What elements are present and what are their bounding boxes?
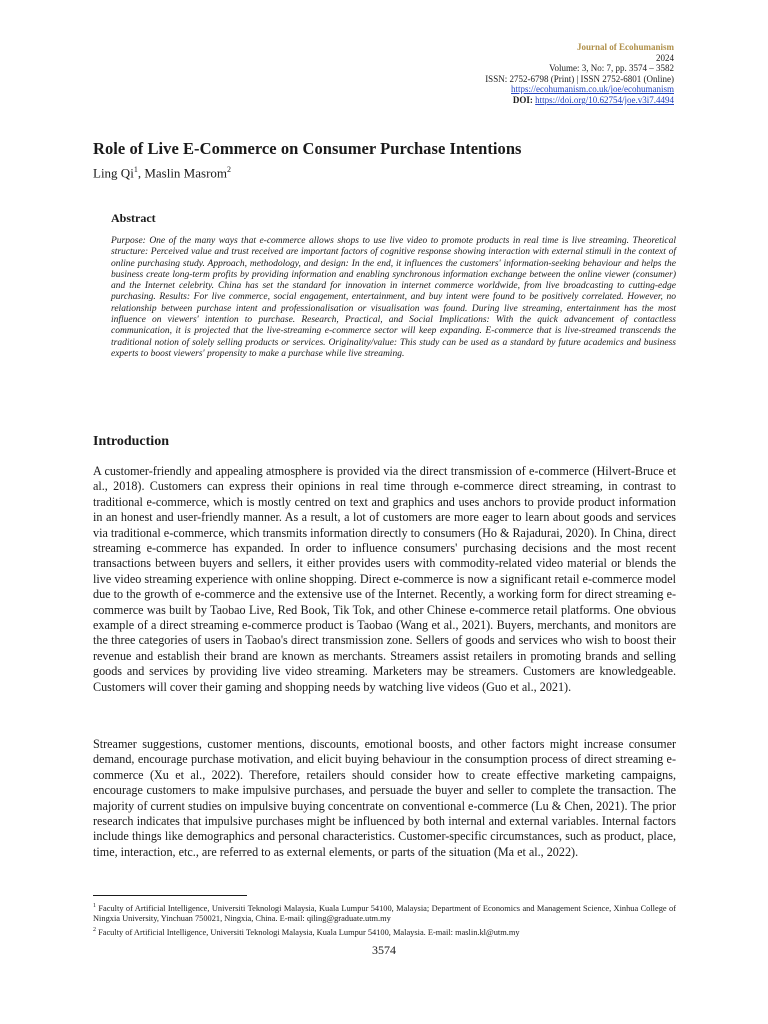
volume-info: Volume: 3, No: 7, pp. 3574 – 3582 xyxy=(549,63,674,74)
author-1: Ling Qi xyxy=(93,165,134,181)
footnotes xyxy=(93,901,676,938)
footnote-divider xyxy=(93,895,247,896)
author-separator: , xyxy=(137,165,145,181)
journal-header xyxy=(254,42,674,106)
doi-label: DOI: xyxy=(512,94,533,105)
footnote-1-mark: 1 xyxy=(93,903,96,909)
footnote-2-mark: 2 xyxy=(93,926,96,933)
footnote-2 xyxy=(93,925,676,938)
issn-info: ISSN: 2752-6798 (Print) | ISSN 2752-6801 (Online) xyxy=(485,73,674,84)
introduction-heading: Introduction xyxy=(93,434,169,449)
journal-year: 2024 xyxy=(656,52,674,63)
author-2-affiliation-mark: 2 xyxy=(227,165,232,174)
abstract-heading: Abstract xyxy=(111,211,156,225)
author-2: Maslin Masrom xyxy=(144,165,228,181)
author-line xyxy=(93,165,231,181)
introduction-paragraph-1: A customer-friendly and appealing atmosphere is provided via the direct transmission of e-commerce (Hilvert-Bruce et al., 2018). Customers can express their opinions in real time through e-commerce direct streaming, in contrast to traditional e-commerce, which is mostly centred on text and graphics and uses anchors to provide product information in an honest and user-friendly manner. As a result, a lot of customers are more eager to learn about goods and services via traditional e-commerce, which transmits information directly to consumers (Ho & Rajadurai, 2020). In China, direct streaming e-commerce has expanded. In order to influence consumers' purchasing decisions and the most recent transactions between buyers and sellers, it either provides users with commodity-related video material or blends the live video streaming experience with online shopping. Direct e-commerce is now a significant retail e-commerce model due to the growth of e-commerce and the extensive use of the Internet. Recently, a working form for direct streaming e-commerce was built by Taobao Live, Red Book, Tik Tok, and other Chinese e-commerce retail platforms. One obvious example of a direct streaming e-commerce product is Taobao (Wang et al., 2021). Buyers, merchants, and monitors are the three categories of users in Taobao's direct transmission zone. Sellers of goods and services who wish to boost their revenue and establish their brand are known as merchants. Streamers assist retailers in promoting brands and selling goods and services by providing live video streaming. Marketers may be streamers. Customers are knowledgeable. Customers will cover their gaming and shopping needs by watching live videos (Guo et al., 2021). xyxy=(93,464,676,694)
footnote-1-text: Faculty of Artificial Intelligence, Universiti Teknologi Malaysia, Kuala Lumpur 54100, Malaysia; Department of Economics and Management Science, Xinhua College of Ningxia University, Yinchuan 750021, Ningxia, China. E-mail: qiling@graduate.utm.my xyxy=(93,903,676,924)
journal-url-link[interactable]: https://ecohumanism.co.uk/joe/ecohumanism xyxy=(511,84,674,95)
page-number: 3574 xyxy=(372,943,396,957)
doi-link[interactable]: https://doi.org/10.62754/joe.v3i7.4494 xyxy=(535,94,674,105)
article-title: Role of Live E-Commerce on Consumer Purchase Intentions xyxy=(93,139,522,158)
footnote-2-text: Faculty of Artificial Intelligence, Universiti Teknologi Malaysia, Kuala Lumpur 54100, Malaysia. E-mail: maslin.kl@utm.my xyxy=(96,927,520,937)
abstract-text: Purpose: One of the many ways that e-commerce allows shops to use live video to promote products in real time is live streaming. Theoretical structure: Perceived value and trust received are important factors of cognitive response showing interaction with external stimuli in the context of online purchasing study. Approach, methodology, and design: In the end, it influences the customers' information-seeking behaviour and helps the business create long-term profits by providing information and enabling synchronous information exchange between the online viewer (consumer) and the Internet celebrity. China has set the standard for innovation in internet commerce worldwide, from live broadcasting to cutting-edge purchasing. Results: For live commerce, social engagement, entertainment, and buy intent were found to be positively correlated. However, no relationship between purchase intent and professionalisation or visualisation was found. During live streaming, entertainment has the most influence on viewers' intention to purchase. Research, Practical, and Social Implications: With the quick advancement of contactless communication, it is projected that the live-streaming e-commerce sector will keep expanding. E-commerce that is live-streamed transcends the traditional notion of solely selling products or services. Originality/value: This study can be used as a standard by future academics and business experts to boost viewers' propensity to make a purchase while live streaming. xyxy=(111,236,676,359)
introduction-paragraph-2: Streamer suggestions, customer mentions, discounts, emotional boosts, and other factors might increase consumer demand, encourage purchase motivation, and elicit buying behaviour in the consumption process of direct streaming e-commerce (Xu et al., 2022). Therefore, retailers should consider how to create effective marketing campaigns, encourage customers to make impulsive purchases, and persuade the buyer and seller to complete the transaction. The majority of current studies on impulsive buying concentrate on conventional e-commerce (Lu & Chen, 2021). The prior research indicates that impulsive purchases might be influenced by both internal and external variables. Internal factors include things like demographics and personal characteristics. Customer-specific circumstances, such as product, place, time, interaction, etc., are referred to as external elements, or parts of the situation (Ma et al., 2022). xyxy=(93,737,676,859)
journal-name: Journal of Ecohumanism xyxy=(576,42,674,52)
footnote-1 xyxy=(93,901,676,925)
author-1-affiliation-mark: 1 xyxy=(133,165,138,174)
